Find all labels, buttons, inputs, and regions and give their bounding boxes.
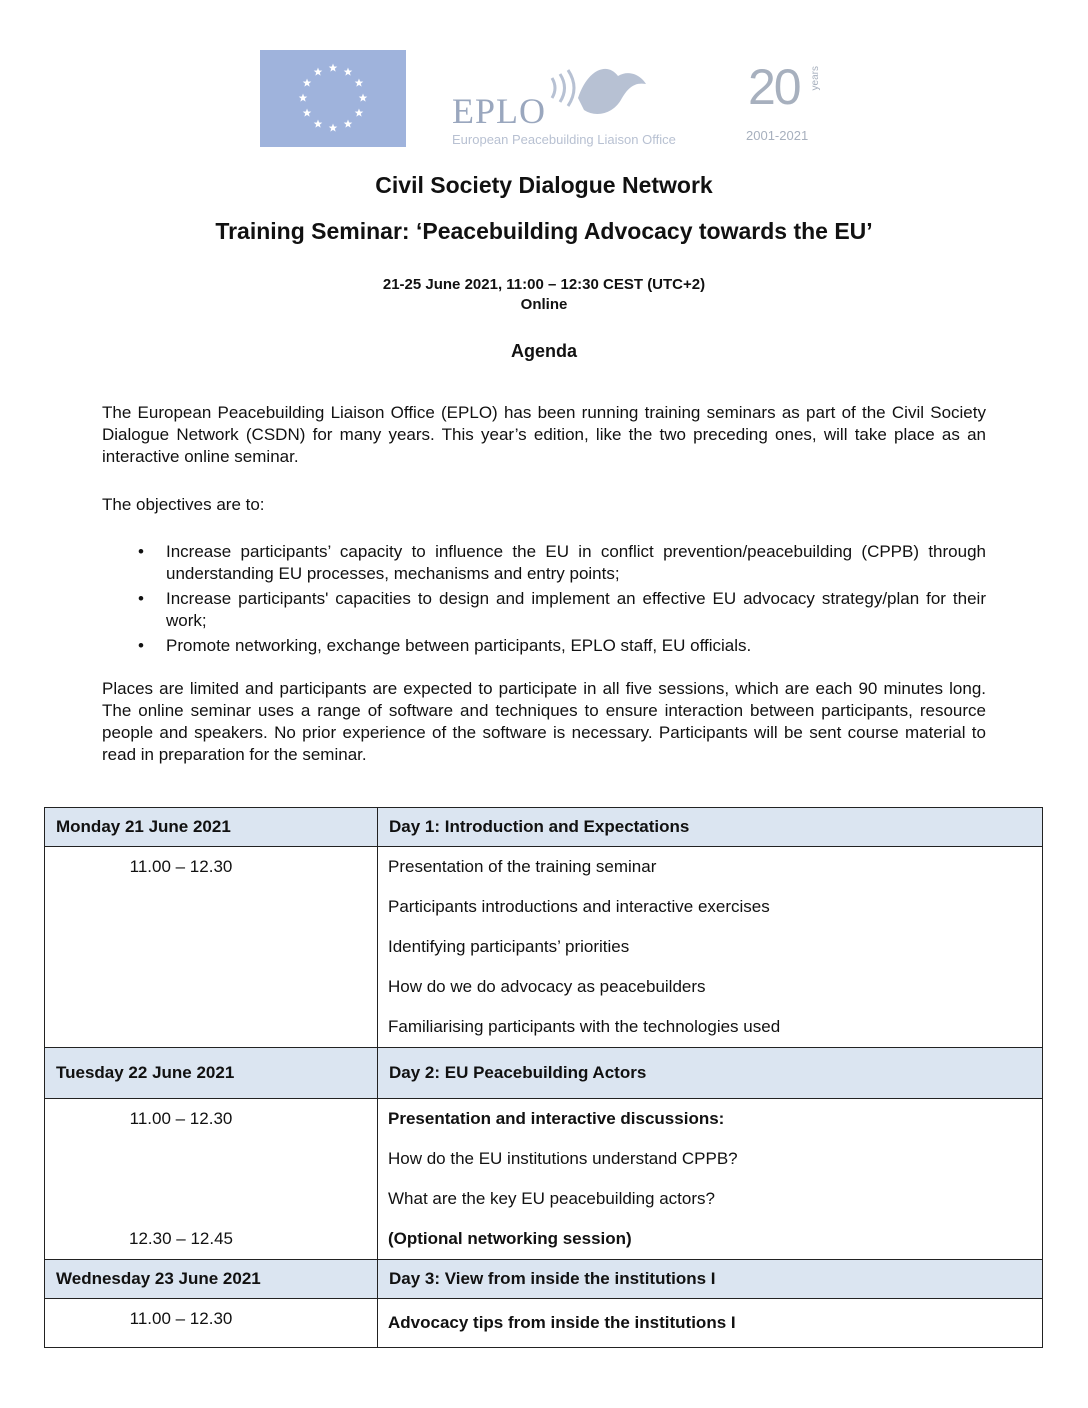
table-row — [45, 1099, 1043, 1260]
objectives-lead: The objectives are to: — [102, 495, 265, 514]
session-time-cell — [45, 1099, 378, 1260]
session-item: What are the key EU peacebuilding actors? — [388, 1189, 715, 1208]
session-time-cell — [45, 847, 378, 1048]
table-row — [45, 1299, 1043, 1348]
agenda-table — [44, 807, 1043, 1348]
star-icon — [359, 94, 368, 102]
session-item: Presentation of the training seminar — [388, 857, 657, 876]
list-item: • Increase participants' capacities to design and implement an effective EU advocacy strategy/plan for their work; — [138, 589, 986, 630]
event-dates: 21-25 June 2021, 11:00 – 12:30 CEST (UTC+2) — [382, 276, 706, 293]
session-item: How do the EU institutions understand CPPB? — [388, 1149, 738, 1168]
star-icon — [299, 94, 308, 102]
table-row — [45, 1048, 1043, 1099]
session-items-cell — [378, 1099, 1043, 1260]
document-title: Civil Society Dialogue Network — [375, 172, 713, 198]
eplo-logo-subtitle: European Peacebuilding Liaison Office — [452, 132, 676, 147]
eplo-logo — [440, 56, 740, 146]
anniversary-years: years — [810, 66, 821, 91]
table-row — [45, 808, 1043, 847]
event-dateline — [0, 275, 1088, 315]
session-items-cell — [378, 847, 1043, 1048]
document-subtitle: Training Seminar: ‘Peacebuilding Advocacy towards the EU’ — [215, 218, 873, 244]
list-item: • Promote networking, exchange between participants, EPLO staff, EU officials. — [138, 636, 752, 655]
session-item: How do we do advocacy as peacebuilders — [388, 977, 706, 996]
eu-stars-icon — [260, 50, 406, 147]
table-row — [45, 847, 1043, 1048]
star-icon — [355, 79, 364, 87]
logo-strip — [260, 48, 840, 148]
anniversary-logo — [740, 58, 840, 148]
session-time: 11.00 – 12.30 — [129, 1109, 233, 1128]
event-location: Online — [520, 296, 568, 313]
star-icon — [314, 119, 323, 127]
day-date: Wednesday 23 June 2021 — [45, 1260, 378, 1299]
table-row — [45, 1260, 1043, 1299]
logistics-paragraph: Places are limited and participants are expected to participate in all five sessions, which are each 90 minutes long. The online seminar uses a range of software and techniques to ensure interaction between participants, resource people and speakers. No prior experience of the software is necessary. Participants will be sent course material to read in preparation for the seminar. — [102, 679, 986, 764]
list-item: • Increase participants’ capacity to influence the EU in conflict prevention/peacebuilding (CPPB) through understanding EU processes, mechanisms and entry points; — [138, 542, 986, 583]
anniversary-number: 20 — [748, 59, 800, 115]
bullet-icon: • — [138, 589, 144, 608]
star-icon — [344, 119, 353, 127]
bullet-icon: • — [138, 542, 144, 561]
eplo-logo-word: EPLO — [452, 91, 546, 131]
anniversary-range: 2001-2021 — [746, 128, 809, 143]
session-time-cell — [45, 1299, 378, 1348]
session-item: Identifying participants’ priorities — [388, 937, 630, 956]
agenda-heading: Agenda — [510, 341, 577, 361]
day-title: Day 2: EU Peacebuilding Actors — [378, 1048, 1043, 1099]
intro-paragraph: The European Peacebuilding Liaison Office (EPLO) has been running training seminars as part of the Civil Society Dialogue Network (CSDN) for many years. This year’s edition, like the two preceding ones, will take place as an interactive online seminar. — [102, 403, 986, 466]
session-item: Familiarising participants with the technologies used — [388, 1017, 781, 1036]
session-time: 11.00 – 12.30 — [129, 857, 233, 876]
day-title: Day 1: Introduction and Expectations — [378, 808, 1043, 847]
session-time: 11.00 – 12.30 — [129, 1309, 233, 1328]
session-item: Advocacy tips from inside the institutions I — [388, 1313, 736, 1332]
day-date: Monday 21 June 2021 — [45, 808, 378, 847]
eu-flag-logo — [260, 50, 406, 147]
objectives-list — [102, 541, 986, 660]
session-item: Participants introductions and interactive exercises — [388, 897, 770, 916]
star-icon — [355, 109, 364, 117]
session-items-cell — [378, 1299, 1043, 1348]
star-icon — [344, 68, 353, 76]
star-icon — [314, 68, 323, 76]
session-time: 12.30 – 12.45 — [129, 1229, 233, 1248]
session-item: Presentation and interactive discussions: — [388, 1109, 725, 1128]
star-icon — [303, 79, 312, 87]
bullet-icon: • — [138, 636, 144, 655]
star-icon — [329, 64, 338, 72]
session-item: (Optional networking session) — [388, 1229, 632, 1248]
dove-icon — [548, 58, 648, 128]
star-icon — [329, 124, 338, 132]
star-icon — [303, 109, 312, 117]
day-date: Tuesday 22 June 2021 — [45, 1048, 378, 1099]
day-title: Day 3: View from inside the institutions I — [378, 1260, 1043, 1299]
